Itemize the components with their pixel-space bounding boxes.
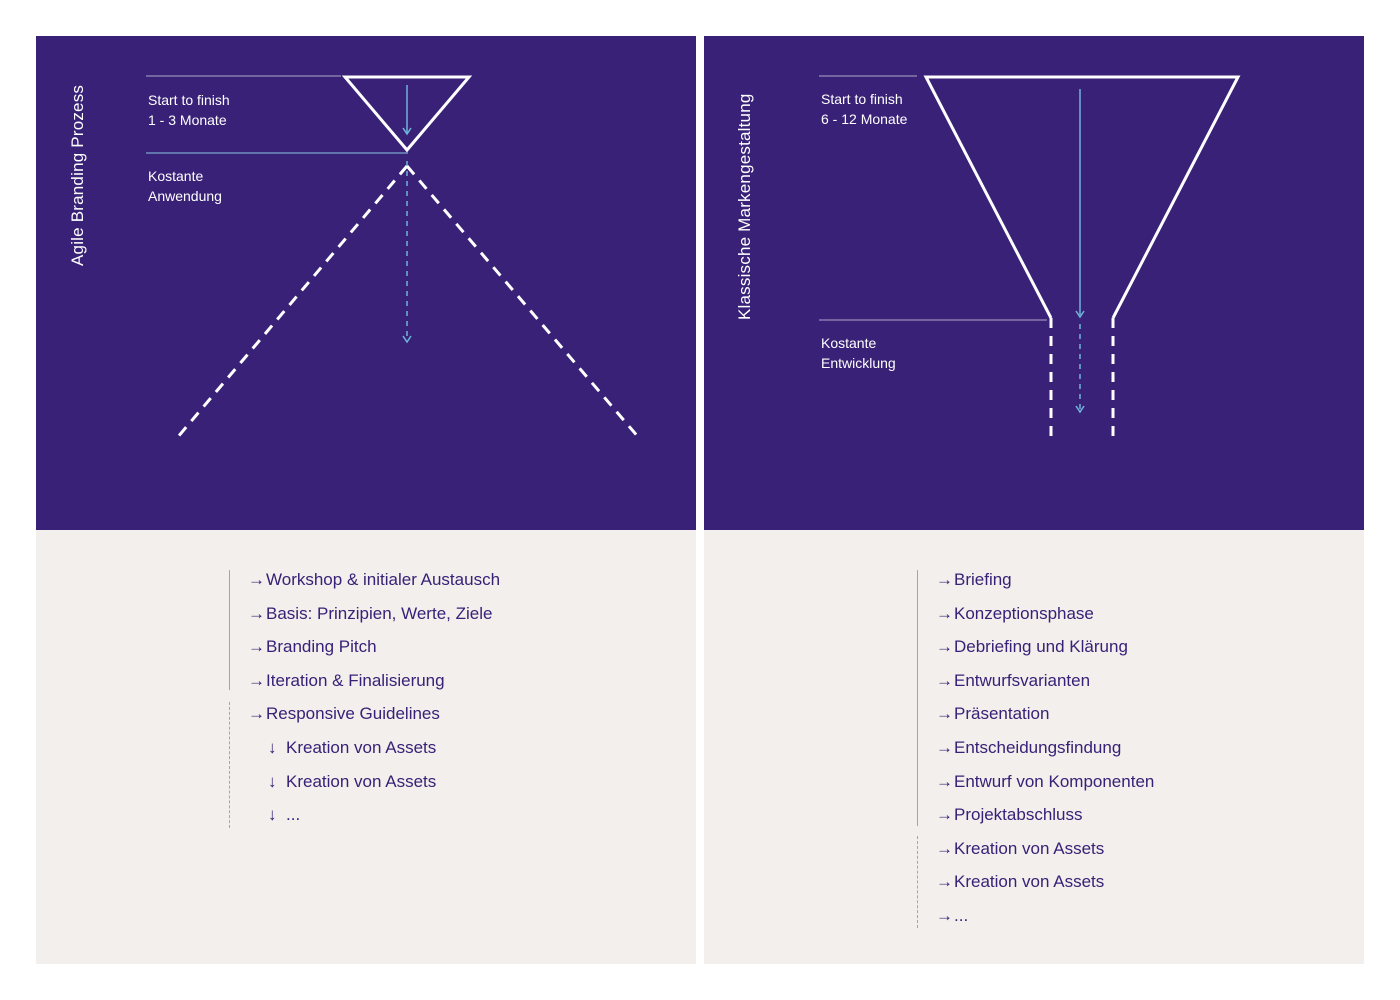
step-label: Entscheidungsfindung bbox=[954, 737, 1122, 757]
agile-step-list bbox=[248, 570, 500, 839]
classic-duration-label bbox=[821, 89, 907, 129]
list-item bbox=[936, 872, 1154, 906]
agile-arrowhead-bottom bbox=[403, 336, 411, 342]
classic-funnel-diagram bbox=[704, 36, 1364, 530]
list-item bbox=[248, 637, 500, 671]
arrow-right-icon: → bbox=[248, 637, 265, 657]
agile-duration-line2: 1 - 3 Monate bbox=[148, 112, 227, 128]
classic-constant-label bbox=[821, 333, 896, 373]
agile-constant-line2: Anwendung bbox=[148, 188, 222, 204]
arrow-down-icon: ↓ bbox=[268, 737, 277, 757]
agile-diagram-area bbox=[36, 36, 696, 530]
classic-panel bbox=[704, 36, 1364, 964]
list-item bbox=[936, 772, 1154, 806]
step-label: Konzeptionsphase bbox=[954, 603, 1094, 623]
agile-duration-line1: Start to finish bbox=[148, 92, 230, 108]
arrow-right-icon: → bbox=[936, 771, 953, 791]
arrow-right-icon: → bbox=[936, 805, 953, 825]
list-item bbox=[248, 805, 500, 839]
step-label: Basis: Prinzipien, Werte, Ziele bbox=[266, 603, 493, 623]
list-item bbox=[248, 704, 500, 738]
step-label: Workshop & initialer Austausch bbox=[266, 570, 501, 589]
agile-dashed-left-edge bbox=[177, 166, 407, 438]
classic-constant-line1: Kostante bbox=[821, 335, 877, 351]
classic-solid-bracket bbox=[917, 570, 918, 826]
classic-duration-line1: Start to finish bbox=[821, 91, 903, 107]
classic-funnel-body bbox=[926, 77, 1238, 318]
list-item bbox=[248, 604, 500, 638]
agile-solid-bracket bbox=[229, 570, 230, 690]
list-item bbox=[936, 704, 1154, 738]
classic-title: Klassische Markengestaltung bbox=[735, 93, 754, 320]
list-item bbox=[936, 604, 1154, 638]
step-label: Responsive Guidelines bbox=[266, 704, 440, 724]
list-item bbox=[936, 671, 1154, 705]
step-label: Kreation von Assets bbox=[286, 737, 437, 757]
arrow-right-icon: → bbox=[248, 570, 265, 589]
arrow-right-icon: → bbox=[936, 570, 953, 589]
arrow-right-icon: → bbox=[936, 704, 953, 724]
classic-step-list bbox=[936, 570, 1154, 940]
step-label: Kreation von Assets bbox=[286, 771, 437, 791]
step-label: Briefing bbox=[954, 570, 1012, 589]
agile-constant-line1: Kostante bbox=[148, 168, 204, 184]
list-item bbox=[248, 738, 500, 772]
step-label: Entwurf von Komponenten bbox=[954, 771, 1155, 791]
classic-dashed-bracket bbox=[917, 836, 918, 928]
list-item bbox=[936, 906, 1154, 940]
agile-steps-area bbox=[36, 530, 696, 964]
arrow-right-icon: → bbox=[248, 603, 265, 623]
arrow-right-icon: → bbox=[248, 704, 265, 724]
arrow-right-icon: → bbox=[936, 737, 953, 757]
step-label: Kreation von Assets bbox=[954, 872, 1105, 892]
step-label: Präsentation bbox=[954, 704, 1050, 724]
agile-panel bbox=[36, 36, 696, 964]
list-item bbox=[248, 671, 500, 705]
step-label: Debriefing und Klärung bbox=[954, 637, 1128, 657]
list-item bbox=[936, 570, 1154, 604]
agile-funnel-diagram bbox=[36, 36, 696, 530]
step-label: Entwurfsvarianten bbox=[954, 670, 1091, 690]
classic-diagram-area bbox=[704, 36, 1364, 530]
list-item bbox=[936, 805, 1154, 839]
step-label: Kreation von Assets bbox=[954, 838, 1105, 858]
arrow-right-icon: → bbox=[936, 603, 953, 623]
step-label: Iteration & Finalisierung bbox=[266, 670, 445, 690]
arrow-right-icon: → bbox=[936, 670, 953, 690]
classic-constant-line2: Entwicklung bbox=[821, 355, 896, 371]
arrow-right-icon: → bbox=[936, 637, 953, 657]
list-item bbox=[936, 738, 1154, 772]
arrow-down-icon: ↓ bbox=[268, 771, 277, 791]
step-label: ... bbox=[286, 805, 301, 825]
agile-dashed-right-edge bbox=[407, 166, 639, 438]
agile-duration-label bbox=[148, 90, 230, 130]
step-label: Projektabschluss bbox=[954, 805, 1083, 825]
arrow-down-icon: ↓ bbox=[268, 805, 277, 825]
step-label: ... bbox=[954, 905, 969, 925]
arrow-right-icon: → bbox=[936, 905, 953, 925]
arrow-right-icon: → bbox=[936, 872, 953, 892]
list-item bbox=[936, 839, 1154, 873]
agile-constant-label bbox=[148, 166, 222, 206]
list-item bbox=[248, 772, 500, 806]
step-label: Branding Pitch bbox=[266, 637, 377, 657]
classic-steps-area bbox=[704, 530, 1364, 964]
arrow-right-icon: → bbox=[936, 838, 953, 858]
arrow-right-icon: → bbox=[248, 670, 265, 690]
list-item bbox=[248, 570, 500, 604]
list-item bbox=[936, 637, 1154, 671]
agile-title: Agile Branding Prozess bbox=[68, 84, 87, 266]
classic-duration-line2: 6 - 12 Monate bbox=[821, 111, 908, 127]
agile-dashed-bracket bbox=[229, 702, 230, 828]
